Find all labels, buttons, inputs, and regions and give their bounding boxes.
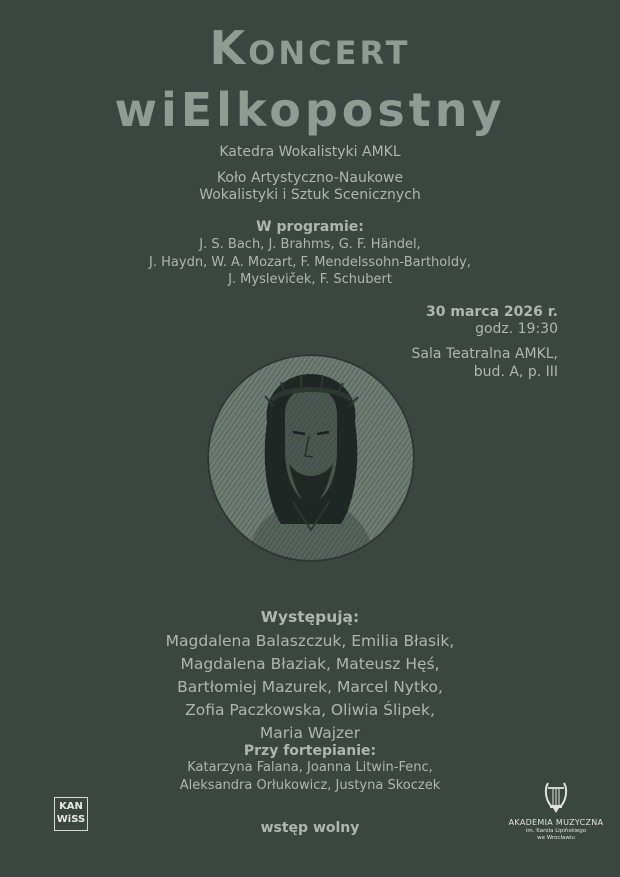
piano-line: Aleksandra Orłukowicz, Justyna Skoczek <box>179 778 441 793</box>
title-line-1: Koncert <box>209 21 411 75</box>
circle-line-2: Wokalistyki i Sztuk Scenicznych <box>199 187 421 203</box>
venue-line-1: Sala Teatralna AMKL, <box>411 346 558 362</box>
performer-line: Zofia Paczkowska, Oliwia Ślipek, <box>185 701 435 719</box>
performers-heading: Występują: <box>260 608 360 626</box>
piano-line: Katarzyna Falana, Joanna Litwin-Fenc, <box>187 760 433 775</box>
title-line-2: wiElkopostny <box>114 83 506 137</box>
academy-name: AKADEMIA MUZYCZNA <box>508 818 604 827</box>
venue-line-2: bud. A, p. III <box>473 364 558 380</box>
admission: wstęp wolny <box>260 820 360 836</box>
performer-line: Magdalena Balaszczuk, Emilia Błasik, <box>165 632 455 650</box>
performer-line: Magdalena Błaziak, Mateusz Hęś, <box>180 655 440 673</box>
lyre-icon <box>543 780 569 814</box>
piano-heading: Przy fortepianie: <box>243 743 377 759</box>
program-line: J. Haydn, W. A. Mozart, F. Mendelssohn-Bartholdy, <box>149 255 471 270</box>
performer-line: Bartłomiej Mazurek, Marcel Nytko, <box>177 678 443 696</box>
program-heading: W programie: <box>256 219 364 235</box>
event-date: 30 marca 2026 r. <box>426 304 558 320</box>
kanwiss-logo-line-1: KAN <box>59 801 83 812</box>
program-line: J. Mysleviček, F. Schubert <box>228 272 392 287</box>
program-line: J. S. Bach, J. Brahms, G. F. Händel, <box>199 237 421 252</box>
performer-line: Maria Wajzer <box>259 724 361 742</box>
kanwiss-logo <box>54 797 88 831</box>
circle-line-1: Koło Artystyczno-Naukowe <box>216 170 404 186</box>
academy-sub-1: im. Karola Lipińskiego <box>525 828 587 834</box>
event-time: godz. 19:30 <box>475 321 558 337</box>
academy-logo <box>506 780 606 842</box>
academy-sub-2: we Wrocławiu <box>537 835 575 841</box>
christ-portrait-icon <box>205 352 417 564</box>
organizer: Katedra Wokalistyki AMKL <box>219 144 401 160</box>
kanwiss-logo-line-2: WiSS <box>56 814 86 825</box>
